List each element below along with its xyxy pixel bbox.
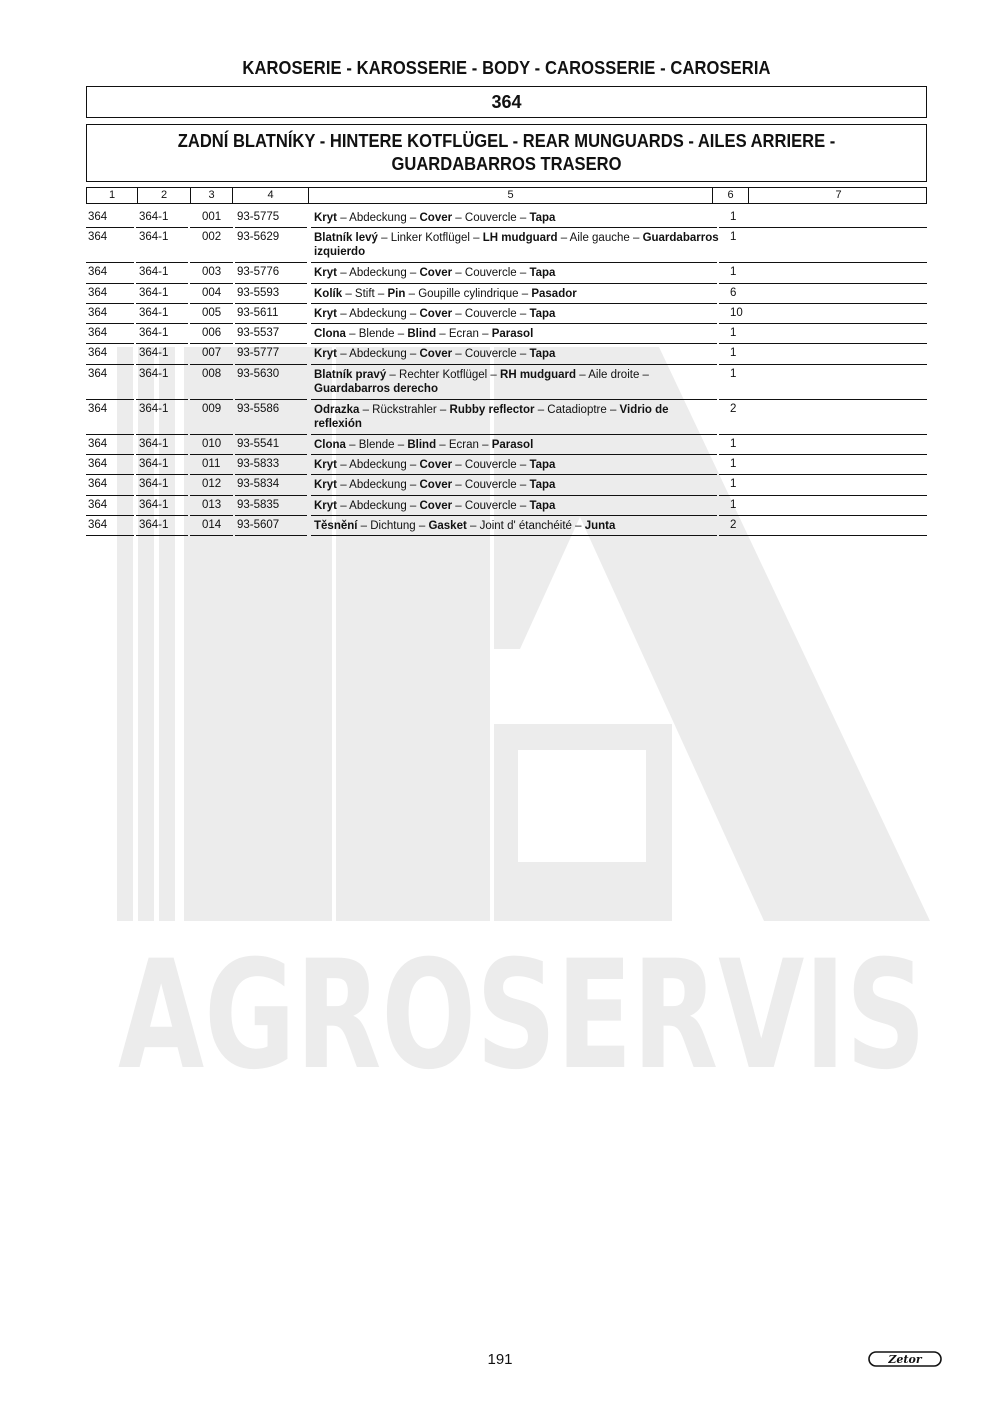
description-text: – Abdeckung – (337, 307, 420, 320)
description-text: – Rechter Kotflügel – (386, 368, 501, 381)
cell-c3: 014 (202, 518, 222, 531)
cell-c1: 364 (88, 266, 108, 279)
description-term: Blind (407, 438, 437, 451)
cell-description (314, 231, 719, 259)
description-text: – Aile gauche – (557, 232, 643, 245)
cell-c4: 93-5835 (237, 498, 280, 511)
svg-text:Zetor: Zetor (888, 1353, 922, 1366)
row-underline (311, 535, 717, 536)
cell-c4: 93-5607 (237, 518, 280, 531)
description-text: – Couvercle – (452, 499, 530, 512)
description-term: Rubby reflector (449, 403, 535, 416)
table-row (86, 304, 927, 324)
description-term: Tapa (529, 267, 556, 280)
description-term: Kolík (314, 287, 343, 300)
description-text: – Abdeckung – (337, 479, 420, 492)
cell-c2: 364-1 (139, 518, 169, 531)
row-underline (719, 535, 754, 536)
cell-c3: 008 (202, 367, 222, 380)
description-text: – Couvercle – (452, 307, 530, 320)
cell-c4: 93-5541 (237, 437, 280, 450)
description-term: Clona (314, 328, 346, 341)
description-text: – Couvercle – (452, 212, 530, 224)
watermark-text: AGROSERVIS (118, 929, 926, 1103)
description-term: Tapa (529, 459, 556, 472)
cell-c3: 012 (202, 478, 222, 491)
description-term: Těsnění (314, 519, 358, 532)
description-term: Kryt (314, 348, 338, 361)
row-underline (190, 535, 233, 536)
cell-c3: 001 (202, 211, 222, 223)
cell-c2: 364-1 (139, 286, 169, 299)
description-term: Tapa (529, 479, 556, 492)
description-text: – Joint d' étanchéité – (466, 519, 585, 532)
table-row (86, 516, 927, 536)
description-text: – Abdeckung – (337, 267, 420, 280)
cell-c1: 364 (88, 518, 108, 531)
cell-c1: 364 (88, 437, 108, 450)
column-header-3: 3 (191, 188, 233, 203)
table-row (86, 475, 927, 495)
description-term: Gasket (428, 519, 467, 532)
description-text: – Stift – (342, 287, 388, 300)
table-row (86, 208, 927, 228)
cell-c3: 006 (202, 327, 222, 340)
row-underline (754, 535, 927, 536)
description-text: – Dichtung – (357, 519, 429, 532)
description-text: – Rückstrahler – (359, 403, 450, 416)
cell-description (314, 347, 719, 361)
table-column-header (86, 187, 927, 204)
description-text: – Catadioptre – (534, 403, 620, 416)
description-text: – Abdeckung – (337, 499, 420, 512)
description-term: Cover (419, 348, 453, 361)
cell-qty: 1 (730, 367, 737, 380)
cell-description (314, 438, 719, 452)
description-text: – Goupille cylindrique – (405, 287, 532, 300)
cell-c4: 93-5537 (237, 327, 280, 340)
cell-c4: 93-5833 (237, 458, 280, 471)
description-term: Cover (419, 499, 453, 512)
description-text: – Linker Kotflügel – (377, 232, 483, 245)
cell-c4: 93-5611 (237, 306, 279, 319)
cell-description (314, 458, 719, 472)
description-term: Blind (407, 328, 437, 341)
cell-qty: 1 (730, 458, 737, 471)
cell-c3: 011 (202, 458, 221, 471)
description-text: – Couvercle – (452, 348, 530, 361)
cell-c3: 003 (202, 266, 222, 279)
description-text: – Blende – (345, 438, 408, 451)
cell-c1: 364 (88, 458, 108, 471)
description-term: LH mudguard (482, 232, 558, 245)
cell-qty: 6 (730, 286, 737, 299)
description-term: Kryt (314, 479, 338, 492)
description-term: Cover (419, 212, 453, 224)
description-term: Cover (419, 459, 453, 472)
description-term: Blatník pravý (314, 368, 387, 381)
cell-c4: 93-5630 (237, 367, 280, 380)
cell-description (314, 368, 719, 396)
cell-c1: 364 (88, 231, 108, 244)
description-term: Parasol (491, 328, 534, 341)
description-term: Kryt (314, 459, 338, 472)
zetor-logo (868, 1351, 942, 1367)
cell-c4: 93-5593 (237, 286, 280, 299)
table-row (86, 455, 927, 475)
description-text: – Couvercle – (452, 267, 530, 280)
cell-c3: 007 (202, 347, 222, 360)
cell-qty: 2 (730, 518, 737, 531)
cell-description (314, 403, 719, 431)
cell-c3: 010 (202, 437, 222, 450)
description-term: Junta (584, 519, 616, 532)
cell-c1: 364 (88, 327, 108, 340)
table-row (86, 400, 927, 435)
description-text: – Ecran – (436, 438, 492, 451)
description-term: Tapa (529, 212, 556, 224)
description-text: – Aile droite – (576, 368, 649, 381)
cell-c3: 004 (202, 286, 222, 299)
cell-c4: 93-5629 (237, 231, 280, 244)
cell-c2: 364-1 (139, 367, 169, 380)
cell-description (314, 307, 719, 321)
parts-table (86, 208, 927, 536)
description-term: Blatník levý (314, 232, 378, 245)
table-row (86, 263, 927, 283)
cell-qty: 1 (730, 498, 737, 511)
cell-c1: 364 (88, 347, 108, 360)
cell-c1: 364 (88, 367, 108, 380)
cell-c1: 364 (88, 478, 108, 491)
table-row (86, 284, 927, 304)
description-term: Kryt (314, 212, 338, 224)
cell-description (314, 499, 719, 513)
description-text: – Couvercle – (452, 479, 530, 492)
cell-qty: 1 (730, 478, 737, 491)
cell-qty: 2 (730, 402, 737, 415)
table-row (86, 228, 927, 263)
cell-c1: 364 (88, 498, 108, 511)
description-text: – Ecran – (436, 328, 492, 341)
cell-c1: 364 (88, 306, 108, 319)
description-text: – Abdeckung – (337, 348, 420, 361)
section-number: 364 (86, 86, 927, 118)
cell-c2: 364-1 (139, 498, 169, 511)
description-term: Cover (419, 479, 453, 492)
cell-qty: 1 (730, 211, 737, 223)
description-term: Guardabarros derecho (314, 382, 438, 395)
column-header-6: 6 (713, 188, 749, 203)
cell-c1: 364 (88, 211, 108, 223)
description-term: Guardabarros izquierdo (314, 232, 719, 259)
description-term: Cover (419, 267, 453, 280)
cell-c4: 93-5776 (237, 266, 280, 279)
section-subtitle (86, 124, 927, 182)
cell-c2: 364-1 (139, 231, 169, 244)
cell-description (314, 211, 719, 225)
cell-c2: 364-1 (139, 211, 169, 223)
cell-c3: 005 (202, 306, 222, 319)
cell-description (314, 287, 719, 301)
cell-c2: 364-1 (139, 327, 169, 340)
description-term: Kryt (314, 267, 338, 280)
column-header-1: 1 (87, 188, 138, 203)
page-number: 191 (487, 1351, 513, 1368)
cell-c2: 364-1 (139, 478, 169, 491)
column-header-7: 7 (835, 189, 842, 201)
description-term: Tapa (529, 307, 556, 320)
description-term: Cover (419, 307, 453, 320)
row-underline (136, 535, 188, 536)
cell-c2: 364-1 (139, 402, 169, 415)
description-text: – Blende – (345, 328, 408, 341)
cell-qty: 1 (730, 231, 737, 244)
cell-c4: 93-5586 (237, 402, 280, 415)
description-term: Kryt (314, 499, 338, 512)
section-subtitle-text: ZADNÍ BLATNÍKY - HINTERE KOTFLÜGEL - REAR MUNGUARDS - AILES ARRIERE - GUARDABARROS TRASERO (177, 131, 836, 174)
cell-c4: 93-5777 (237, 347, 280, 360)
description-text: – Abdeckung – (337, 212, 420, 224)
cell-qty: 1 (730, 437, 737, 450)
cell-description (314, 327, 719, 341)
description-term: RH mudguard (500, 368, 577, 381)
cell-c2: 364-1 (139, 347, 169, 360)
table-row (86, 365, 927, 400)
table-row (86, 324, 927, 344)
cell-c2: 364-1 (139, 437, 169, 450)
description-term: Clona (314, 438, 346, 451)
description-term: Vidrio de reflexión (314, 403, 669, 430)
description-text: – Couvercle – (452, 459, 530, 472)
column-header-5: 5 (309, 188, 713, 203)
description-term: Kryt (314, 307, 338, 320)
cell-c4: 93-5775 (237, 211, 280, 223)
description-term: Parasol (491, 438, 534, 451)
cell-c2: 364-1 (139, 266, 169, 279)
description-text: – Abdeckung – (337, 459, 420, 472)
cell-qty: 1 (730, 327, 737, 340)
cell-description (314, 478, 719, 492)
description-term: Tapa (529, 499, 556, 512)
cell-c3: 002 (202, 231, 222, 244)
cell-qty: 1 (730, 347, 737, 360)
cell-c1: 364 (88, 286, 108, 299)
cell-description (314, 519, 719, 533)
cell-c3: 013 (202, 498, 222, 511)
description-term: Pasador (531, 287, 577, 300)
cell-c4: 93-5834 (237, 478, 280, 491)
cell-c2: 364-1 (139, 306, 169, 319)
cell-c2: 364-1 (139, 458, 169, 471)
table-row (86, 496, 927, 516)
cell-c3: 009 (202, 402, 222, 415)
column-header-4: 4 (233, 188, 309, 203)
column-header-2: 2 (138, 188, 191, 203)
row-underline (86, 535, 134, 536)
cell-qty: 1 (730, 266, 737, 279)
table-row (86, 344, 927, 364)
cell-c1: 364 (88, 402, 108, 415)
table-row (86, 435, 927, 455)
cell-qty: 10 (730, 306, 743, 319)
description-term: Pin (387, 287, 406, 300)
description-term: Odrazka (314, 403, 360, 416)
row-underline (235, 535, 307, 536)
page-title: KAROSERIE - KAROSSERIE - BODY - CAROSSERIE - CAROSERIA (242, 58, 771, 78)
cell-description (314, 266, 719, 280)
description-term: Tapa (529, 348, 556, 361)
